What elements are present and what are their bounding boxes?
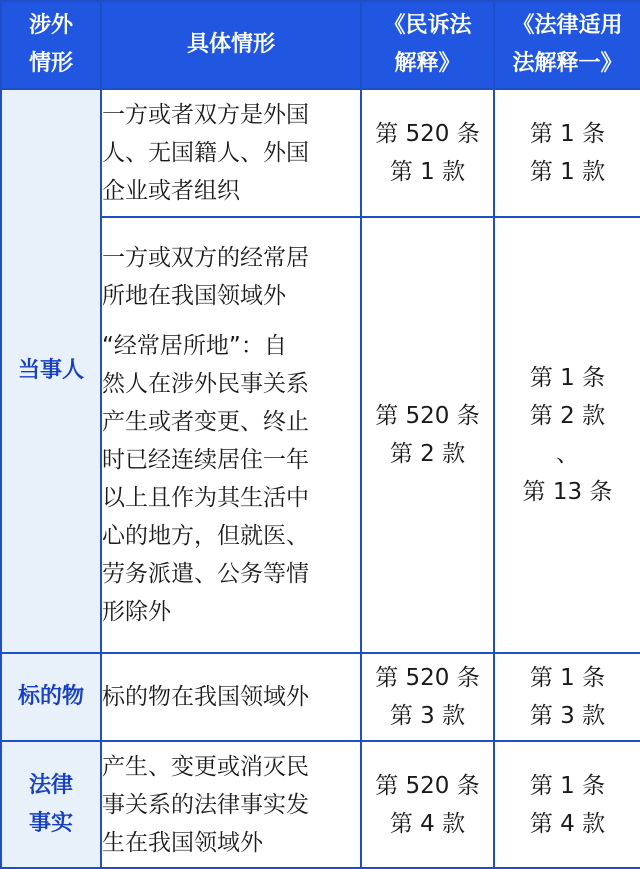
category-subject-matter: 标的物 xyxy=(1,653,101,741)
law-application-reference: 第 1 条 第 1 款 xyxy=(494,89,640,217)
situation-description: 标的物在我国领域外 xyxy=(101,653,361,741)
situation-description: 产生、变更或消灭民 事关系的法律事实发 生在我国领域外 xyxy=(101,741,361,868)
header-row xyxy=(1,1,640,89)
law-application-reference: 第 1 条 第 2 款 、 第 13 条 xyxy=(494,217,640,653)
civil-procedure-reference: 第 520 条 第 3 款 xyxy=(361,653,494,741)
table-row xyxy=(1,89,640,217)
category-legal-fact: 法律 事实 xyxy=(1,741,101,868)
situation-description xyxy=(101,217,361,653)
table-row xyxy=(1,741,640,868)
table-row xyxy=(1,653,640,741)
habitual-residence-definition: “经常居所地”：自 然人在涉外民事关系 产生或者变更、终止 时已经连续居住一年 以上且作为其生活中 心的地方，但就医、 劳务派遣、公务等情 形除外 xyxy=(102,333,309,625)
header-civil-procedure-interpretation: 《民诉法 解释》 xyxy=(361,1,494,89)
civil-procedure-reference: 第 520 条 第 2 款 xyxy=(361,217,494,653)
civil-procedure-reference: 第 520 条 第 1 款 xyxy=(361,89,494,217)
header-law-application-interpretation: 《法律适用 法解释一》 xyxy=(494,1,640,89)
law-application-reference: 第 1 条 第 3 款 xyxy=(494,653,640,741)
habitual-residence-condition: 一方或双方的经常居 所地在我国领域外 xyxy=(102,245,309,309)
header-specific-situation: 具体情形 xyxy=(101,1,361,89)
civil-procedure-reference: 第 520 条 第 4 款 xyxy=(361,741,494,868)
category-party: 当事人 xyxy=(1,89,101,653)
situation-description: 一方或者双方是外国 人、无国籍人、外国 企业或者组织 xyxy=(101,89,361,217)
law-application-reference: 第 1 条 第 4 款 xyxy=(494,741,640,868)
header-foreign-situation: 涉外 情形 xyxy=(1,1,101,89)
